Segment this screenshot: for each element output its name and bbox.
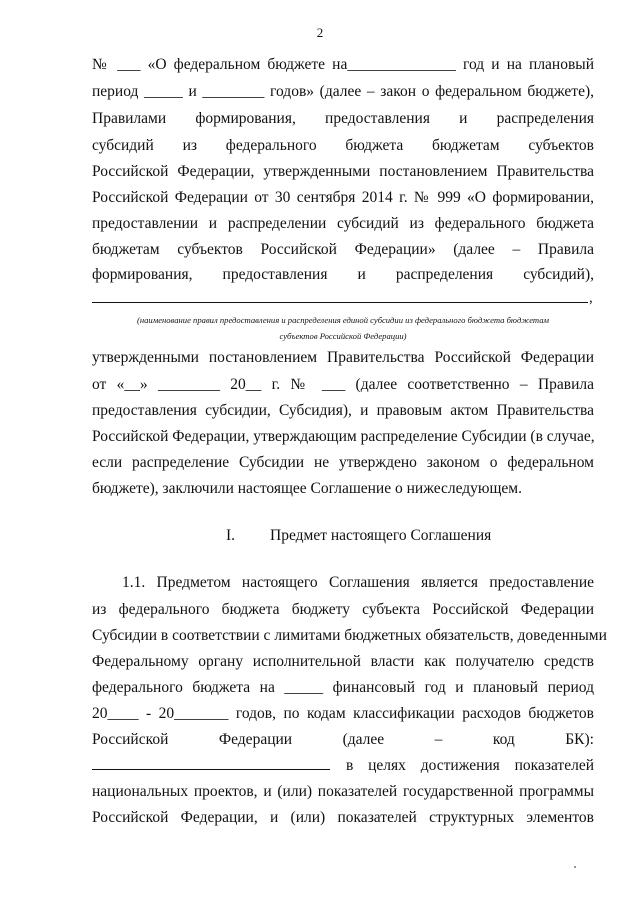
page-number: 2: [316, 25, 324, 40]
blank-comma: ,: [589, 290, 593, 306]
text-line: Российской Федерации (далее – код БК):: [92, 731, 594, 748]
blank-field: [92, 755, 330, 770]
text-line: национальных проектов, и (или) показателей государственной программы: [92, 783, 594, 800]
text-line: бюджетам субъектов Российской Федерации» (далее – Правила: [92, 241, 594, 258]
scan-speck: [574, 866, 576, 868]
text-line: 20____ - 20_______ годов, по кодам классификации расходов бюджетов: [92, 705, 594, 722]
text-line: федерального бюджета на _____ финансовый год и плановый период: [92, 679, 594, 696]
blank-caption: субъектов Российской Федерации): [279, 331, 407, 341]
text-line: предоставления субсидии, Субсидия), и правовым актом Правительства: [92, 402, 594, 419]
text-line: субсидий из федерального бюджета бюджетам субъектов: [92, 137, 594, 154]
blank-caption: (наименование правил предоставления и распределения единой субсидии из федерального бюджета бюджетам: [136, 315, 549, 325]
text-line: Российской Федерации, и (или) показателей структурных элементов: [92, 809, 594, 826]
text-line: период _____ и ________ годов» (далее – закон о федеральном бюджете),: [92, 83, 594, 100]
text-line: бюджете), заключили настоящее Соглашение о нижеследующем.: [92, 480, 522, 497]
text-line: из федерального бюджета бюджету субъекта Российской Федерации: [92, 601, 594, 618]
text-line: № ___ «О федеральном бюджете на______________ год и на плановый: [92, 56, 594, 73]
text-line: от «__» ________ 20__ г. № ___ (далее соответственно – Правила: [92, 376, 594, 393]
text-line: 1.1. Предметом настоящего Соглашения является предоставление: [122, 574, 594, 591]
text-line: Федеральному органу исполнительной власти как получателю средств: [92, 653, 594, 670]
text-line: Субсидии в соответствии с лимитами бюджетных обязательств, доведенными: [92, 627, 607, 644]
text-line: формирования, предоставления и распределения субсидий),: [92, 266, 594, 283]
text-line: предоставлении и распределении субсидий из федерального бюджета: [92, 215, 594, 232]
blank-fill-line: [92, 302, 588, 303]
text-line: Российской Федерации от 30 сентября 2014 г. № 999 «О формировании,: [92, 189, 594, 206]
text-line-with-blank: [92, 753, 594, 779]
text-line: утвержденными постановлением Правительства Российской Федерации: [92, 349, 594, 366]
section-title: Предмет настоящего Соглашения: [270, 527, 492, 544]
text-line: Правилами формирования, предоставления и распределения: [92, 110, 594, 127]
text-fragment: в целях достижения показателей: [346, 757, 594, 774]
text-line: если распределение Субсидии не утверждено законом о федеральном: [92, 454, 594, 471]
text-line: Российской Федерации, утвержденными постановлением Правительства: [92, 163, 594, 180]
section-number: I.: [226, 527, 236, 544]
text-line: Российской Федерации, утверждающим распределение Субсидии (в случае,: [92, 428, 595, 445]
